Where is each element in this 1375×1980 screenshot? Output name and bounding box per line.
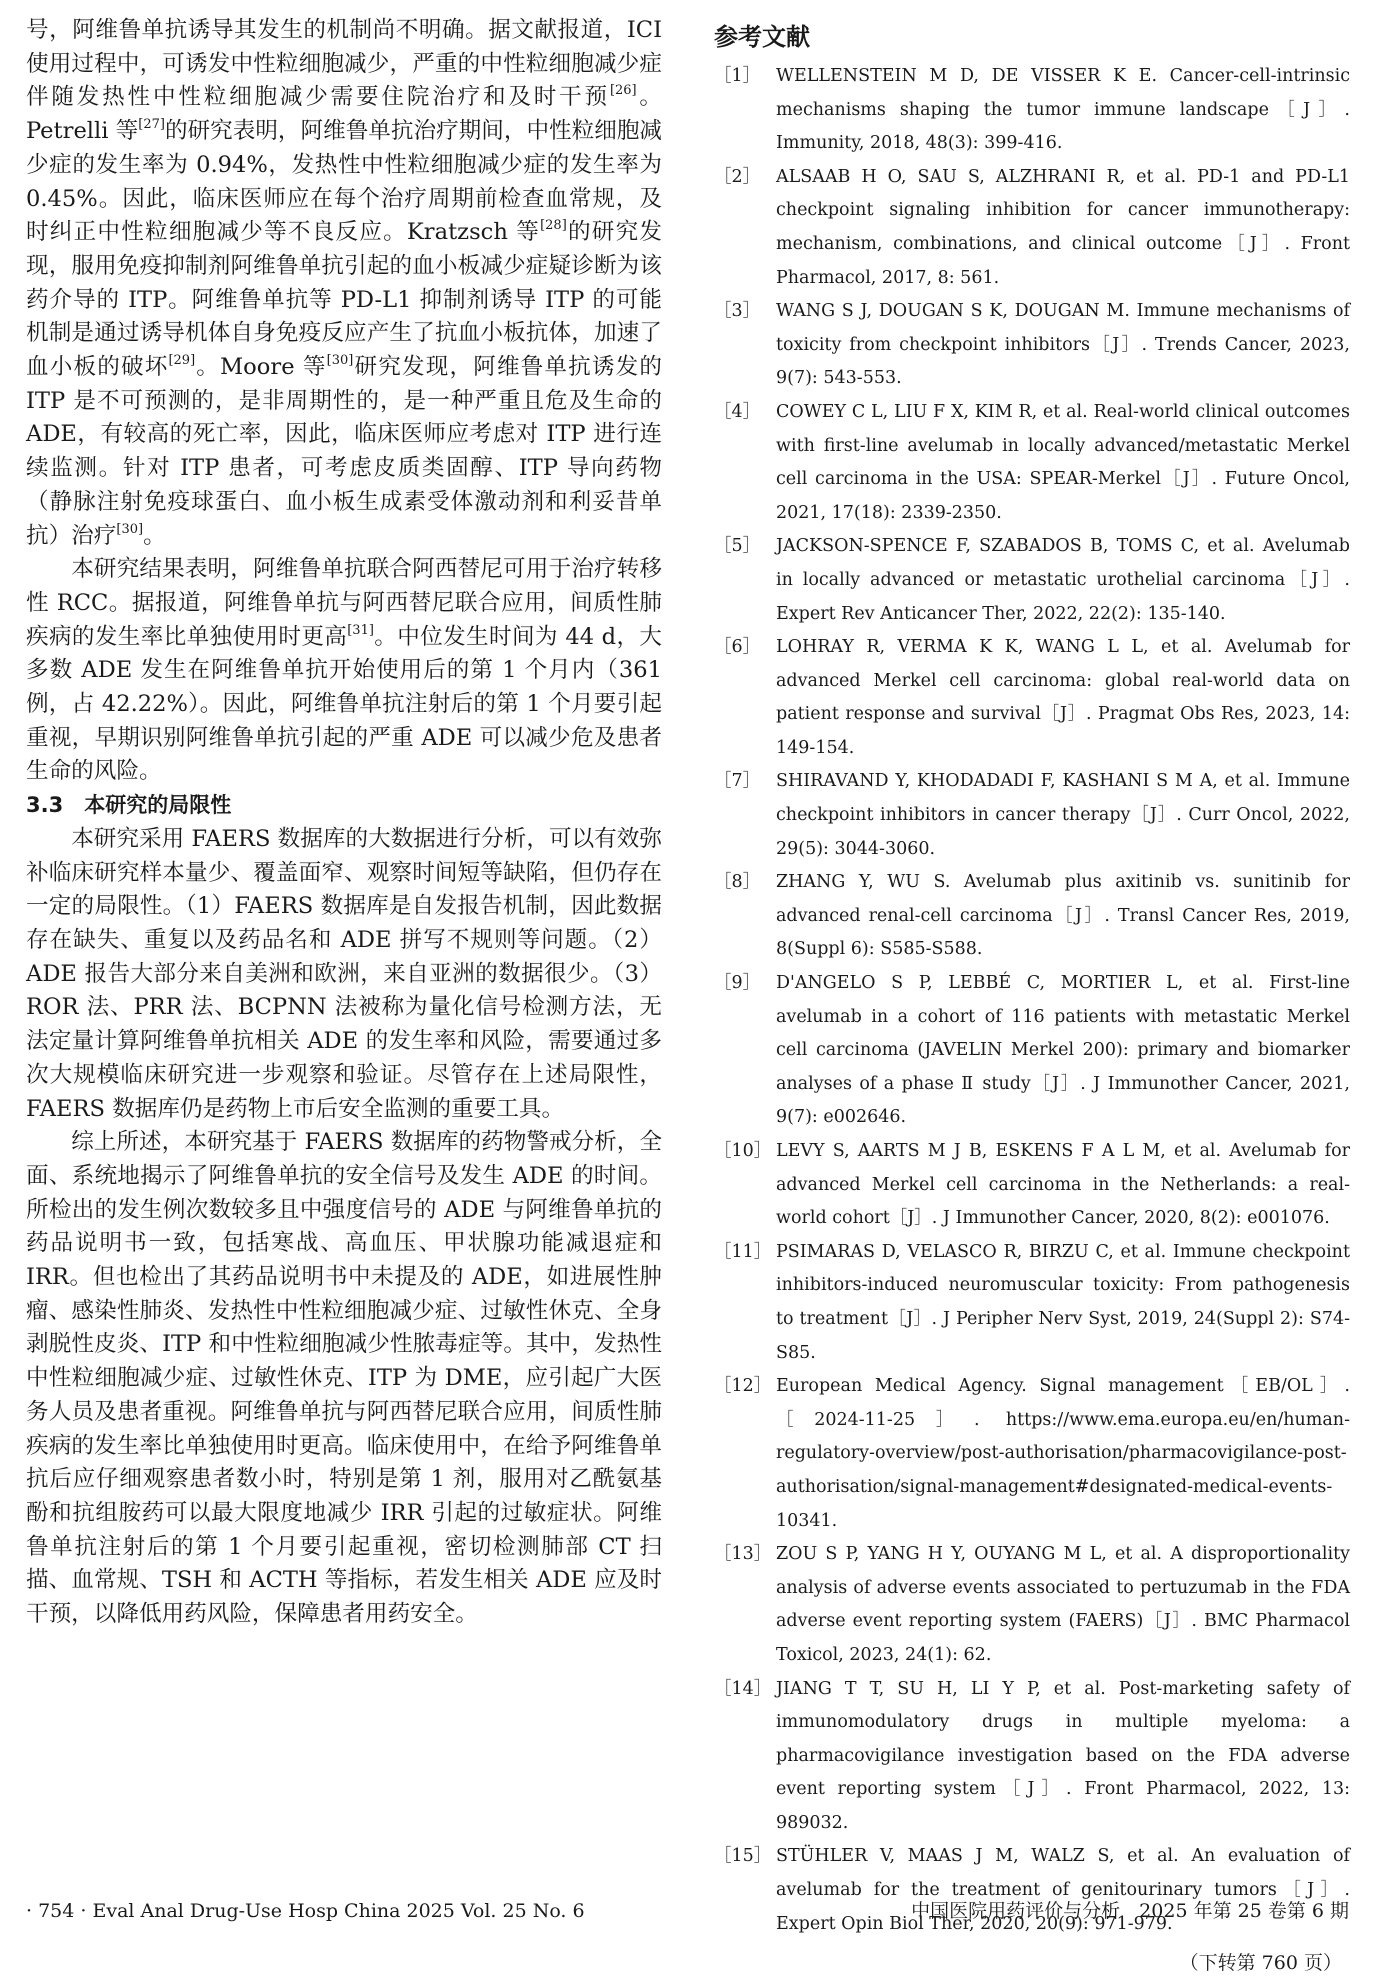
continued-note: （下转第 760 页） xyxy=(1179,1952,1342,1975)
reference-number: ［1］ xyxy=(714,66,761,86)
citation-marker: [31] xyxy=(347,622,374,638)
body-text-column xyxy=(26,14,662,1632)
body-paragraph: 本研究采用 FAERS 数据库的大数据进行分析，可以有效弥补临床研究样本量少、覆盖面窄、观察时间短等缺陷，但仍存在一定的局限性。（1）FAERS 数据库是自发报告机制，因此数据存在缺失、重复以及药品名和 ADE 拼写不规则等问题。（2）ADE 报告大部分来自美洲和欧洲，来自亚洲的数据很少。（3）ROR 法、PRR 法、BCPNN 法被称为量化信号检测方法，无法定量计算阿维鲁单抗相关 ADE 的发生率和风险，需要通过多次大规模临床研究进一步观察和验证。尽管存在上述局限性，FAERS 数据库仍是药物上市后安全监测的重要工具。 xyxy=(26,825,662,1122)
reference-text: ALSAAB H O, SAU S, ALZHRANI R, et al. PD-1 and PD-L1 checkpoint signaling inhibition for cancer immunotherapy: mechanism, combinations, and clinical outcome［J］. Front Pharmacol, 2017, 8: 561. xyxy=(776,166,1350,288)
reference-item xyxy=(714,530,1350,631)
footer-journal-cn: 中国医院用药评价与分析 2025 年第 25 卷第 6 期 xyxy=(911,1900,1349,1922)
reference-item xyxy=(714,396,1350,530)
paragraphs-bottom xyxy=(26,823,662,1632)
reference-number: ［2］ xyxy=(714,166,761,187)
reference-text: PSIMARAS D, VELASCO R, BIRZU C, et al. Immune checkpoint inhibitors-induced neuromuscular toxicity: From pathogenesis to treatment［J］. J Peripher Nerv Syst, 2019, 24(Suppl 2): S74-S85. xyxy=(776,1241,1350,1363)
body-paragraph: 综上所述，本研究基于 FAERS 数据库的药物警戒分析，全面、系统地揭示了阿维鲁单抗的安全信号及发生 ADE 的时间。所检出的发生例次数较多且中强度信号的 ADE 与阿维鲁单抗的药品说明书一致，包括寒战、高血压、甲状腺功能减退症和 IRR。但也检出了其药品说明书中未提及的 ADE，如进展性肿瘤、感染性肺炎、发热性中性粒细胞减少症、过敏性休克、全身剥脱性皮炎、ITP 和中性粒细胞减少性脓毒症等。其中，发热性中性粒细胞减少症、过敏性休克、ITP 为 DME，应引起广大医务人员及患者重视。阿维鲁单抗与阿西替尼联合应用，间质性肺疾病的发生率比单独使用时更高。临床使用中，在给予阿维鲁单抗后应仔细观察患者数小时，特别是第 1 剂，服用对乙酰氨基酚和抗组胺药可以最大限度地减少 IRR 引起的过敏症状。阿维鲁单抗注射后的第 1 个月要引起重视，密切检测肺部 CT 扫描、血常规、TSH 和 ACTH 等指标，若发生相关 ADE 应及时干预，以降低用药风险，保障患者用药安全。 xyxy=(26,1129,662,1628)
reference-number: ［3］ xyxy=(714,301,761,322)
reference-text: WANG S J, DOUGAN S K, DOUGAN M. Immune mechanisms of toxicity from checkpoint inhibitors［J］. Trends Cancer, 2023, 9(7): 543-553. xyxy=(776,301,1350,389)
reference-item xyxy=(714,1370,1350,1538)
reference-number: ［7］ xyxy=(714,771,761,792)
reference-text: JACKSON-SPENCE F, SZABADOS B, TOMS C, et al. Avelumab in locally advanced or metastatic urothelial carcinoma［J］. Expert Rev Anticancer Ther, 2022, 22(2): 135-140. xyxy=(776,536,1350,624)
citation-marker: [27] xyxy=(138,117,165,133)
reference-item xyxy=(714,295,1350,396)
reference-item xyxy=(714,161,1350,295)
reference-number: ［4］ xyxy=(714,401,761,422)
reference-item xyxy=(714,631,1350,765)
reference-item xyxy=(714,1840,1350,1941)
citation-marker: [30] xyxy=(326,353,354,369)
reference-text: ZOU S P, YANG H Y, OUYANG M L, et al. A disproportionality analysis of adverse events associated to pertuzumab in the FDA adverse event reporting system (FAERS)［J］. BMC Pharmacol Toxicol, 2023, 24(1): 62. xyxy=(776,1544,1350,1665)
reference-number: ［13］ xyxy=(714,1544,772,1565)
reference-item xyxy=(714,866,1350,967)
citation-marker: [29] xyxy=(168,353,196,369)
reference-list xyxy=(714,60,1350,1941)
reference-number: ［10］ xyxy=(714,1141,772,1161)
citation-marker: [26] xyxy=(609,83,637,99)
section-heading-3-3: 3.3 本研究的局限性 xyxy=(26,793,232,818)
reference-item xyxy=(714,765,1350,866)
reference-text: LEVY S, AARTS M J B, ESKENS F A L M, et al. Avelumab for advanced Merkel cell carcinoma in the Netherlands: a real-world cohort［J］. J Immunother Cancer, 2020, 8(2): e001076. xyxy=(776,1141,1350,1229)
reference-text: STÜHLER V, MAAS J M, WALZ S, et al. An evaluation of avelumab for the treatment of genitourinary tumors［J］. Expert Opin Biol Ther, 2020, 20(9): 971-979. xyxy=(776,1846,1350,1934)
reference-item xyxy=(714,60,1350,161)
body-paragraph: 号，阿维鲁单抗诱导其发生的机制尚不明确。据文献报道，ICI使用过程中，可诱发中性粒细胞减少，严重的中性粒细胞减少症伴随发热性中性粒细胞减少需要住院治疗和及时干预[26]。Petrelli 等[27]的研究表明，阿维鲁单抗治疗期间，中性粒细胞减少症的发生率为 0.94%，发热性中性粒细胞减少症的发生率为 0.45%。因此，临床医师应在每个治疗周期前检查血常规，及时纠正中性粒细胞减少等不良反应。Kratzsch 等[28]的研究发现，服用免疫抑制剂阿维鲁单抗引起的血小板减少症疑诊断为该药介导的 ITP。阿维鲁单抗等 PD-L1 抑制剂诱导 ITP 的可能机制是通过诱导机体自身免疫反应产生了抗血小板抗体，加速了血小板的破坏[29]。Moore 等[30]研究发现，阿维鲁单抗诱发的 ITP 是不可预测的，是非周期性的，是一种严重且危及生命的 ADE，有较高的死亡率，因此，临床医师应考虑对 ITP 进行连续监测。针对 ITP 患者，可考虑皮质类固醇、ITP 导向药物（静脉注射免疫球蛋白、血小板生成素受体激动剂和利妥昔单抗）治疗[30]。 xyxy=(26,17,663,549)
reference-text: European Medical Agency. Signal management［EB/OL］.［2024-11-25］. https://www.ema.europa.eu/en/human-regulatory-overview/post-authorisation/pharmacovigilance-post-authorisation/signal-management#designated-medical-events-10341. xyxy=(776,1376,1350,1531)
reference-number: ［5］ xyxy=(714,536,761,557)
reference-text: COWEY C L, LIU F X, KIM R, et al. Real-world clinical outcomes with first-line avelumab in locally advanced/metastatic Merkel cell carcinoma in the USA: SPEAR-Merkel［J］. Future Oncol, 2021, 17(18): 2339-2350. xyxy=(776,401,1350,523)
citation-marker: [28] xyxy=(540,218,567,234)
reference-text: ZHANG Y, WU S. Avelumab plus axitinib vs. sunitinib for advanced renal-cell carcinoma［J］. Transl Cancer Res, 2019, 8(Suppl 6): S585-S588. xyxy=(776,872,1350,960)
reference-number: ［11］ xyxy=(714,1241,772,1262)
citation-marker: [30] xyxy=(116,521,144,537)
page-footer xyxy=(26,1898,1349,1924)
footer-journal-en: · 754 · Eval Anal Drug-Use Hosp China 2025 Vol. 25 No. 6 xyxy=(26,1900,585,1922)
references-column xyxy=(714,22,1350,1980)
reference-text: WELLENSTEIN M D, DE VISSER K E. Cancer-cell-intrinsic mechanisms shaping the tumor immune landscape［J］. Immunity, 2018, 48(3): 399-416. xyxy=(776,66,1350,154)
reference-number: ［14］ xyxy=(714,1678,772,1699)
reference-item xyxy=(714,1673,1350,1841)
reference-number: ［12］ xyxy=(714,1376,772,1397)
reference-number: ［8］ xyxy=(714,872,761,893)
paragraphs-top xyxy=(26,14,662,789)
reference-number: ［15］ xyxy=(714,1846,772,1867)
reference-text: D'ANGELO S P, LEBBÉ C, MORTIER L, et al. First-line avelumab in a cohort of 116 patients with metastatic Merkel cell carcinoma (JAVELIN Merkel 200): primary and biomarker analyses of a phase Ⅱ study［J］. J Immunother Cancer, 2021, 9(7): e002646. xyxy=(776,973,1350,1128)
reference-number: ［6］ xyxy=(714,637,761,658)
reference-item xyxy=(714,1135,1350,1236)
reference-item xyxy=(714,1236,1350,1370)
reference-item xyxy=(714,1538,1350,1672)
reference-text: SHIRAVAND Y, KHODADADI F, KASHANI S M A, et al. Immune checkpoint inhibitors in cancer therapy［J］. Curr Oncol, 2022, 29(5): 3044-3060. xyxy=(776,771,1350,859)
body-paragraph: 本研究结果表明，阿维鲁单抗联合阿西替尼可用于治疗转移性 RCC。据报道，阿维鲁单抗与阿西替尼联合应用，间质性肺疾病的发生率比单独使用时更高[31]。中位发生时间为 44 d，大多数 ADE 发生在阿维鲁单抗开始使用后的第 1 个月内（361 例，占 42.22%）。因此，阿维鲁单抗注射后的第 1 个月要引起重视，早期识别阿维鲁单抗引起的严重 ADE 可以减少危及患者生命的风险。 xyxy=(26,556,663,785)
reference-text: JIANG T T, SU H, LI Y P, et al. Post-marketing safety of immunomodulatory drugs in multiple myeloma: a pharmacovigilance investigation based on the FDA adverse event reporting system［J］. Front Pharmacol, 2022, 13: 989032. xyxy=(776,1678,1350,1833)
references-heading: 参考文献 xyxy=(714,23,810,51)
reference-item xyxy=(714,967,1350,1135)
reference-number: ［9］ xyxy=(714,973,761,994)
reference-text: LOHRAY R, VERMA K K, WANG L L, et al. Avelumab for advanced Merkel cell carcinoma: global real-world data on patient response and survival［J］. Pragmat Obs Res, 2023, 14: 149-154. xyxy=(776,637,1350,758)
